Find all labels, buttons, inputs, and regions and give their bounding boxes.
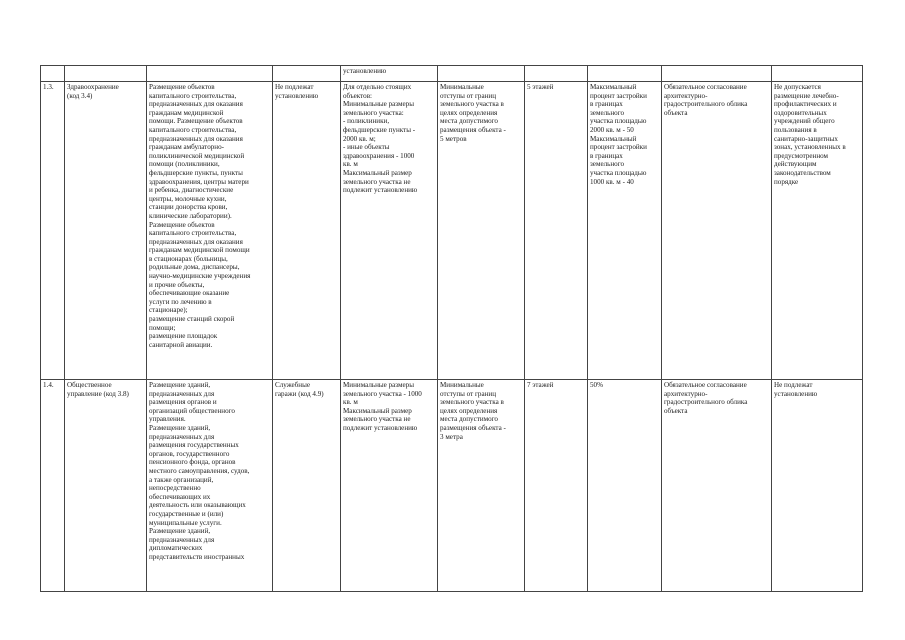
cell-num	[41, 66, 65, 82]
cell-name	[65, 66, 147, 82]
cell-plot-size: Минимальные размеры земельного участка - 1000 кв. м Максимальный размер земельного участка не подлежит установлению	[341, 380, 438, 592]
cell-coverage	[588, 66, 662, 82]
cell-approval: Обязательное согласование архитектурно- градостроительного облика объекта	[662, 82, 772, 380]
cell-setbacks	[438, 66, 525, 82]
cell-setbacks: Минимальные отступы от границ земельного участка в целях определения места допустимого размещения объекта - 3 метра	[438, 380, 525, 592]
cell-approval	[662, 66, 772, 82]
cell-name: Общественное управление (код 3.8)	[65, 380, 147, 592]
cell-aux-use: Не подлежат установлению	[273, 82, 341, 380]
cell-restrictions: Не подлежат установлению	[772, 380, 863, 592]
cell-name: Здравоохранение (код 3.4)	[65, 82, 147, 380]
cell-restrictions	[772, 66, 863, 82]
cell-coverage: Максимальный процент застройки в границах земельного участка площадью 2000 кв. м - 50 Максимальный процент застройки в границах земельного участка площадью 1000 кв. м - 40	[588, 82, 662, 380]
cell-plot-size: Для отдельно стоящих объектов: Минимальные размеры земельного участка: - поликлиники, фельдшерские пункты - 2000 кв. м; - иные объекты здравоохранения - 1000 кв. м Максимальный размер земельного участка не подлежит установлению	[341, 82, 438, 380]
cell-floors: 5 этажей	[525, 82, 588, 380]
cell-description: Размещение зданий, предназначенных для размещения органов и организаций общественного управления. Размещение зданий, предназначенных для размещения государственных органов, государственного пенсионного фонда, органов местного самоуправления, судов, а также организаций, непосредственно обеспечивающих их деятельность или оказывающих государственные и (или) муниципальные услуги. Размещение зданий, предназначенных для дипломатических представительств иностранных	[147, 380, 273, 592]
table-row	[41, 82, 863, 380]
cell-num: 1.3.	[41, 82, 65, 380]
table-row-continuation	[41, 66, 863, 82]
zoning-regulations-table	[40, 65, 863, 592]
cell-approval: Обязательное согласование архитектурно- градостроительного облика объекта	[662, 380, 772, 592]
cell-coverage: 50%	[588, 380, 662, 592]
cell-description: Размещение объектов капитального строительства, предназначенных для оказания гражданам медицинской помощи. Размещение объектов капитального строительства, предназначенных для оказания гражданам амбулаторно- поликлинической медицинской помощи (поликлиники, фельдшерские пункты, пункты здравоохранения, центры матери и ребенка, диагностические центры, молочные кухни, станции донорства крови, клинические лаборатории). Размещение объектов капитального строительства, предназначенных для оказания гражданам медицинской помощи в стационарах (больницы, родильные дома, диспансеры, научно-медицинские учреждения и прочие объекты, обеспечивающие оказание услуги по лечению в стационаре); размещение станций скорой помощи; размещение площадок санитарной авиации.	[147, 82, 273, 380]
cell-num: 1.4.	[41, 380, 65, 592]
cell-restrictions: Не допускается размещение лечебно- профилактических и оздоровительных учреждений общего пользования в санитарно-защитных зонах, установленных в предусмотренном действующим законодательством порядке	[772, 82, 863, 380]
cell-aux-use	[273, 66, 341, 82]
table-row	[41, 380, 863, 592]
cell-description	[147, 66, 273, 82]
cell-setbacks: Минимальные отступы от границ земельного участка в целях определения места допустимого размещения объекта - 5 метров	[438, 82, 525, 380]
cell-floors: 7 этажей	[525, 380, 588, 592]
cell-plot-size: установлению	[341, 66, 438, 82]
cell-floors	[525, 66, 588, 82]
cell-aux-use: Служебные гаражи (код 4.9)	[273, 380, 341, 592]
